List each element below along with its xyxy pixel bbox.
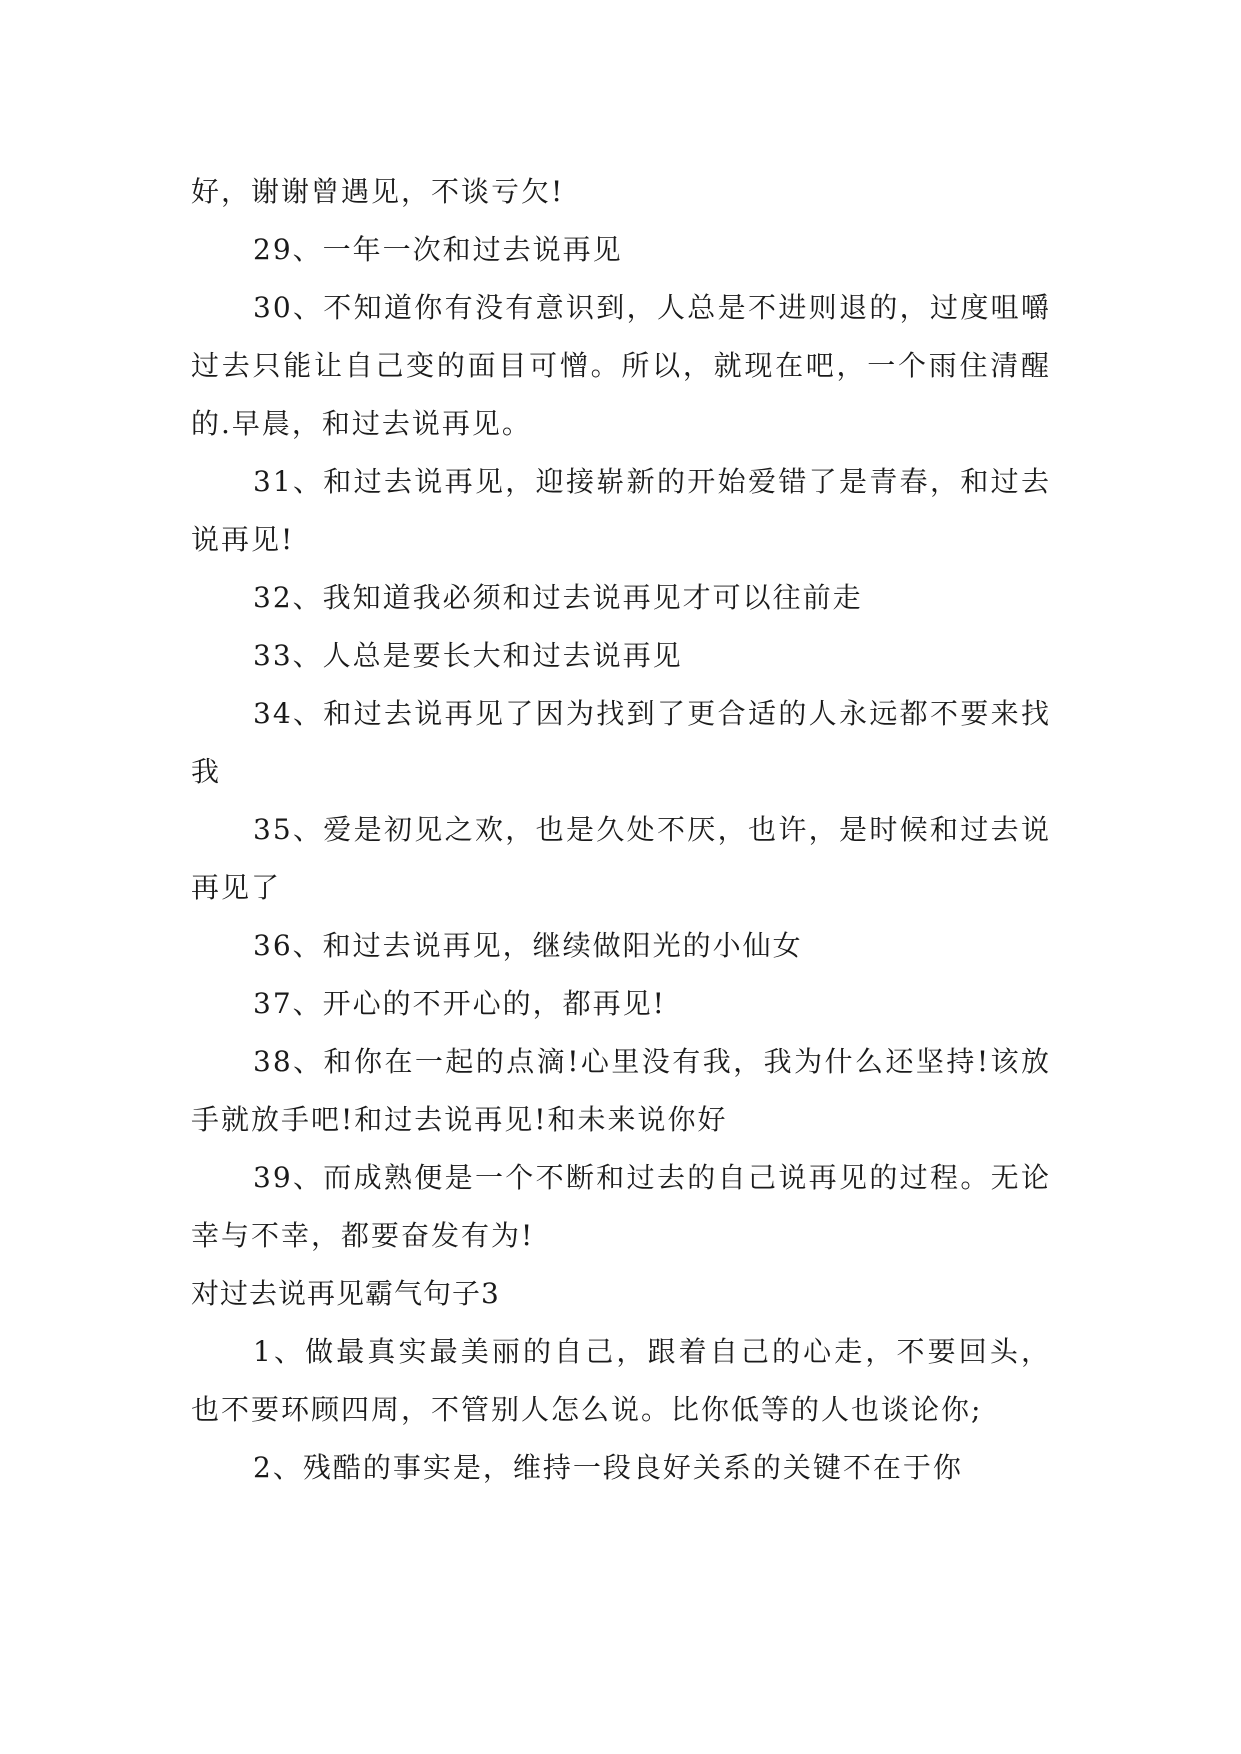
paragraph-continuation: 好，谢谢曾遇见，不谈亏欠! bbox=[191, 175, 565, 208]
list-item-31: 31、和过去说再见，迎接崭新的开始爱错了是青春，和过去说再见! bbox=[191, 465, 1051, 556]
list-item-36: 36、和过去说再见，继续做阳光的小仙女 bbox=[253, 929, 803, 962]
list-item-34: 34、和过去说再见了因为找到了更合适的人永远都不要来找我 bbox=[191, 697, 1051, 788]
list-item-2: 2、残酷的事实是，维持一段良好关系的关键不在于你 bbox=[253, 1451, 963, 1484]
list-item-35: 35、爱是初见之欢，也是久处不厌，也许，是时候和过去说再见了 bbox=[191, 813, 1051, 904]
list-item-37: 37、开心的不开心的，都再见! bbox=[253, 987, 666, 1020]
list-item-33: 33、人总是要长大和过去说再见 bbox=[253, 639, 683, 672]
list-item-30: 30、不知道你有没有意识到，人总是不进则退的，过度咀嚼过去只能让自己变的面目可憎。所以，就现在吧，一个雨住清醒的.早晨，和过去说再见。 bbox=[191, 291, 1051, 440]
section-heading: 对过去说再见霸气句子3 bbox=[191, 1277, 500, 1310]
list-item-39: 39、而成熟便是一个不断和过去的自己说再见的过程。无论幸与不幸，都要奋发有为! bbox=[191, 1161, 1051, 1252]
list-item-1: 1、做最真实最美丽的自己，跟着自己的心走，不要回头，也不要环顾四周，不管别人怎么说。比你低等的人也谈论你; bbox=[191, 1335, 1051, 1426]
list-item-29: 29、一年一次和过去说再见 bbox=[253, 233, 623, 266]
document-body bbox=[191, 163, 1051, 1497]
list-item-38: 38、和你在一起的点滴!心里没有我，我为什么还坚持!该放手就放手吧!和过去说再见!和未来说你好 bbox=[191, 1045, 1051, 1136]
list-item-32: 32、我知道我必须和过去说再见才可以往前走 bbox=[253, 581, 863, 614]
